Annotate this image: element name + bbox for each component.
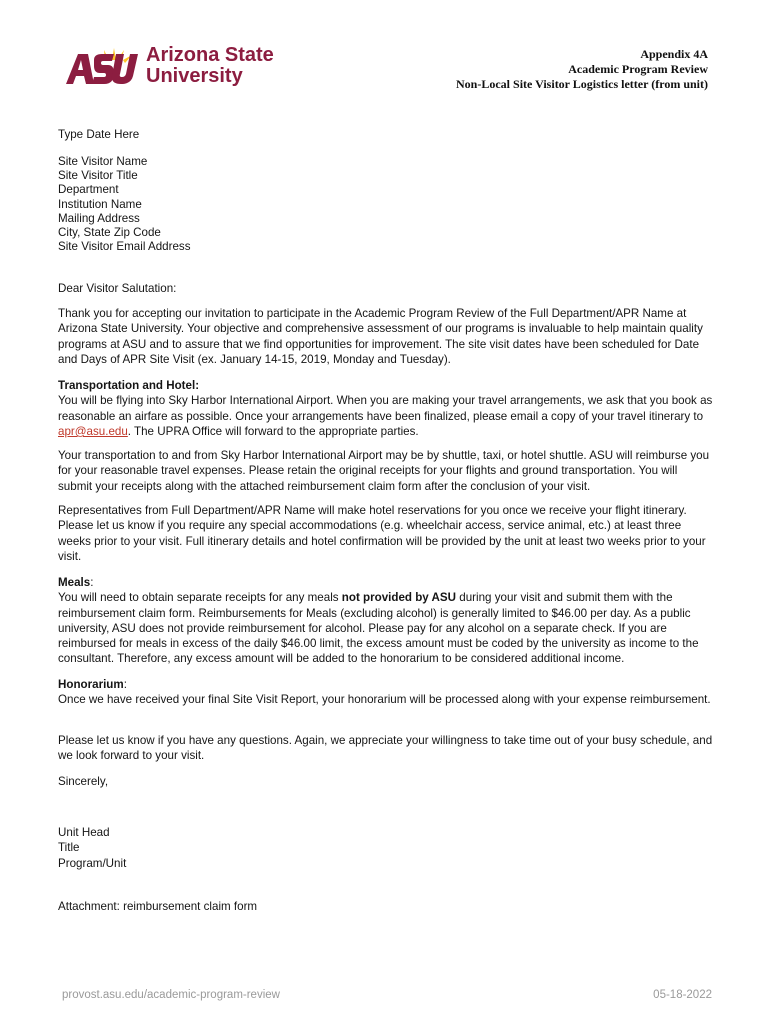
honorarium-paragraph: Once we have received your final Site Visit Report, your honorarium will be processed along with your expense reimbursement.	[58, 693, 711, 707]
signature-line: Program/Unit	[58, 856, 127, 870]
meals-paragraph	[58, 590, 713, 666]
appendix-line3: Non-Local Site Visitor Logistics letter (from unit)	[456, 77, 708, 91]
address-line: Department	[58, 183, 119, 197]
signature-line: Title	[58, 841, 80, 855]
meals-heading: Meals	[58, 576, 91, 589]
meals-bold-text: not provided by ASU	[341, 591, 457, 605]
address-line: Site Visitor Title	[58, 169, 138, 183]
sincerely: Sincerely,	[58, 775, 109, 788]
meals-text-after: during your visit and submit them with the reimbursement claim form. Reimbursements for Meals (excluding alcohol) is generally limited to $46.00 per day. As a public university, ASU does not provide reimbursement for alcohol. Please pay for any alcohol on a separate check. If you are reimbursed for meals in excess of the daily $46.00 limit, the excess amount must be coded by the university as income to the consultant. Therefore, any excess amount will be added to the honorarium to be considered additional income.	[58, 591, 699, 666]
transport-paragraph-1	[58, 393, 713, 439]
footer-date: 05-18-2022	[653, 989, 712, 1001]
date-line: Type Date Here	[58, 128, 140, 141]
intro-paragraph: Thank you for accepting our invitation to participate in the Academic Program Review of the Full Department/APR Name at Arizona State University. Your objective and comprehensive assessment of our programs is invaluable to help maintain quality programs at ASU and to assure that we find opportunities for improvement. The site visit dates have been scheduled for Date and Days of APR Site Visit (ex. January 14-15, 2019, Monday and Tuesday).	[58, 307, 703, 366]
signature-line: Unit Head	[58, 826, 110, 839]
honorarium-colon: :	[123, 678, 127, 691]
appendix-line2: Academic Program Review	[568, 62, 708, 76]
email-link[interactable]: apr@asu.edu	[58, 424, 128, 438]
attachment-line: Attachment: reimbursement claim form	[58, 900, 258, 913]
address-block	[58, 155, 713, 254]
honorarium-section	[58, 677, 713, 708]
logo-line1: Arizona State	[146, 44, 274, 66]
logo-line2: University	[146, 65, 243, 87]
address-line: Site Visitor Email Address	[58, 240, 191, 254]
address-line: Institution Name	[58, 197, 142, 211]
meals-colon: :	[90, 576, 94, 589]
transport-paragraph-2: Your transportation to and from Sky Harbor International Airport may be by shuttle, taxi, or hotel shuttle. ASU will reimburse you for your reasonable travel expenses. Please retain the original receipts for your flights and ground transportation. You will submit your receipts along with the attached reimbursement claim form after the conclusion of your visit.	[58, 449, 710, 493]
address-line: Mailing Address	[58, 211, 140, 225]
transport-heading: Transportation and Hotel:	[58, 379, 200, 392]
salutation: Dear Visitor Salutation:	[58, 282, 177, 295]
address-line: City, State Zip Code	[58, 226, 161, 240]
signature-block	[58, 825, 713, 871]
meals-text-before: You will need to obtain separate receipts for any meals	[58, 591, 342, 605]
closing-paragraph: Please let us know if you have any questions. Again, we appreciate your willingness to take time out of your busy schedule, and we look forward to your visit.	[58, 734, 713, 763]
asu-logo	[64, 45, 274, 87]
meals-section	[58, 575, 713, 667]
transport-p1-text: You will be flying into Sky Harbor International Airport. When you are making your travel arrangements, we ask that you book as reasonable an airfare as possible. Once your arrangements have been finalized, please email a copy of your travel itinerary to	[58, 394, 713, 423]
transport-paragraph-3: Representatives from Full Department/APR Name will make hotel reservations for you once we receive your flight itinerary. Please let us know if you require any special accommodations (e.g. wheelchair access, service animal, etc.) at least three weeks prior to your visit. Full itinerary details and hotel confirmation will be provided by the unit at least two weeks prior to your visit.	[58, 504, 706, 563]
address-line: Site Visitor Name	[58, 155, 148, 168]
transport-p1-after: . The UPRA Office will forward to the appropriate parties.	[127, 424, 419, 438]
transport-section	[58, 378, 713, 439]
logo-wordmark	[146, 45, 274, 87]
asu-logo-mark-icon	[64, 46, 140, 86]
appendix-header	[456, 47, 708, 92]
appendix-line1: Appendix 4A	[640, 47, 708, 61]
honorarium-heading: Honorarium	[58, 678, 124, 691]
footer-url: provost.asu.edu/academic-program-review	[62, 989, 280, 1001]
